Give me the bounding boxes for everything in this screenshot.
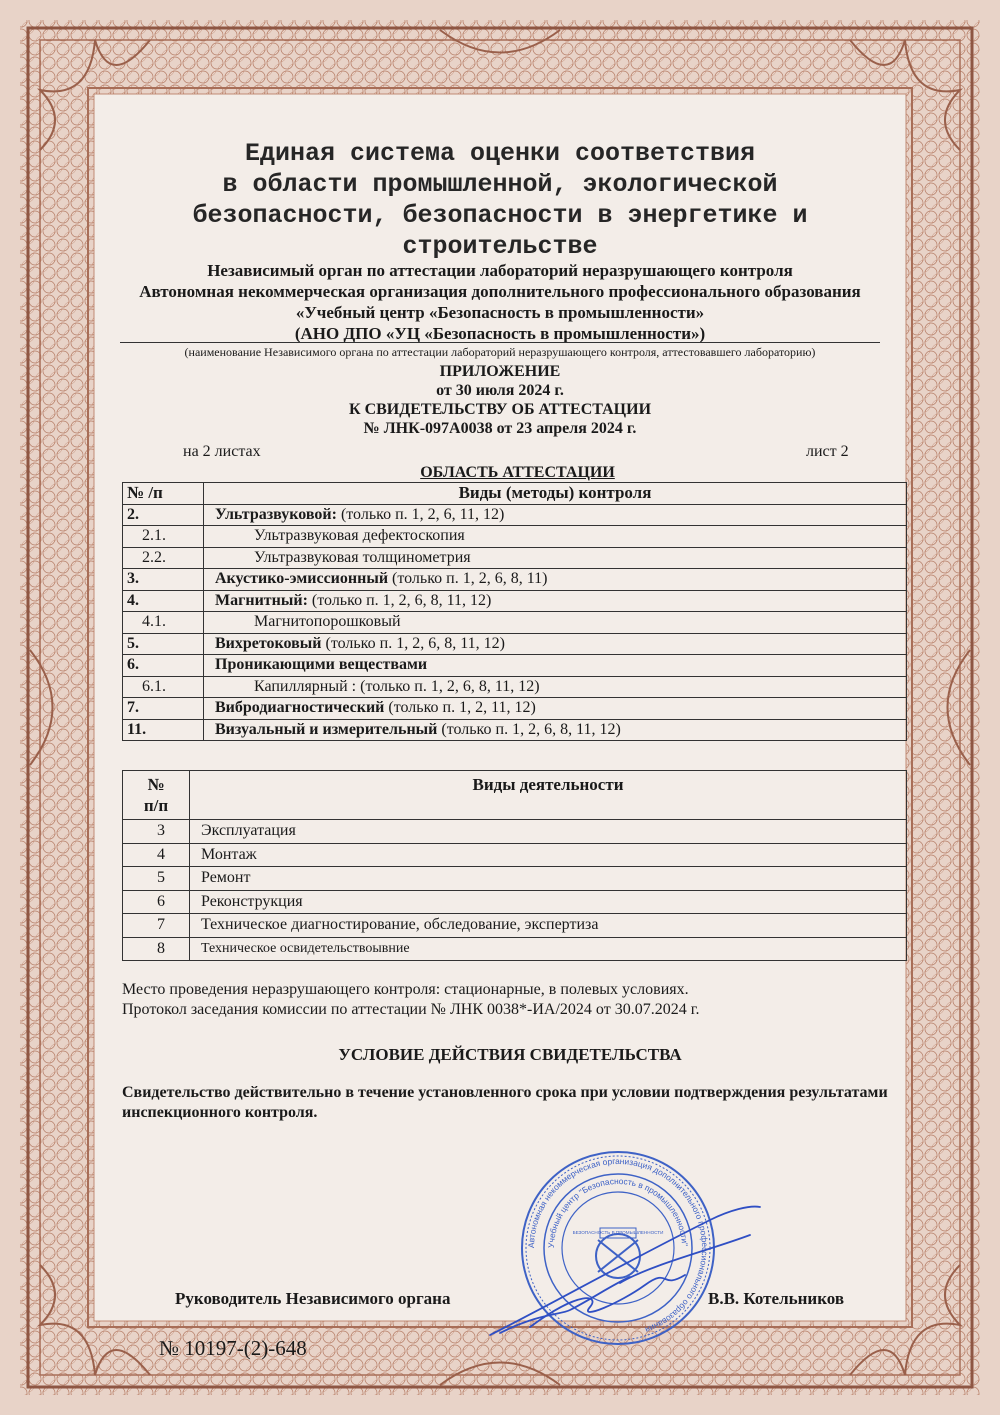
table-row [123, 547, 907, 569]
method-note: (только п. 1, 2, 6, 8, 11, 12) [437, 720, 621, 738]
header-num-line: п/п [143, 796, 169, 815]
column-header-methods: Виды (методы) контроля [204, 483, 907, 505]
column-header-number: № /п [123, 483, 204, 505]
method-cell [204, 590, 907, 612]
method-number: 2.1. [123, 526, 204, 548]
document-content [100, 100, 900, 1360]
activity-number: 4 [123, 843, 190, 867]
method-name: Ультразвуковой: [215, 505, 337, 523]
signatory-role: Руководитель Независимого органа [175, 1289, 451, 1308]
table-row [123, 569, 907, 591]
appendix-title: ПРИЛОЖЕНИЕ [439, 363, 561, 380]
activity-number: 5 [123, 867, 190, 891]
table-row [123, 914, 907, 938]
activities-body [123, 820, 907, 961]
signatory-name: В.В. Котельников [708, 1289, 845, 1308]
method-note: (только п. 1, 2, 6, 8, 11, 12) [307, 591, 492, 609]
org-line: Независимый орган по аттестации лабораторий неразрушающего контроля [207, 261, 793, 280]
activity-number: 7 [123, 914, 190, 938]
table-row [123, 937, 907, 961]
methods-body [123, 504, 907, 741]
method-note: (только п. 1, 2, 6, 8, 11, 12) [321, 634, 505, 652]
method-cell [204, 633, 907, 655]
method-number: 4. [123, 590, 204, 612]
method-cell [204, 676, 907, 698]
appendix-to: К СВИДЕТЕЛЬСТВУ ОБ АТТЕСТАЦИИ [348, 401, 652, 418]
org-line: Автономная некоммерческая организация дополнительного профессионального образования [139, 282, 861, 301]
org-line: «Учебный центр «Безопасность в промышленности» [295, 303, 705, 322]
activity-number: 6 [123, 890, 190, 914]
method-number: 3. [123, 569, 204, 591]
org-line: (АНО ДПО «УЦ «Безопасность в промышленности») [294, 324, 706, 343]
table-row [123, 504, 907, 526]
protocol-line: Протокол заседания комиссии по аттестации № ЛНК 0038*-ИА/2024 от 30.07.2024 г. [122, 1001, 700, 1018]
sheets-total: на 2 листах [183, 443, 261, 460]
method-number: 11. [123, 719, 204, 741]
system-title-line: безопасности, безопасности в энергетике и [192, 201, 808, 230]
method-cell [204, 547, 907, 569]
table-row [123, 890, 907, 914]
method-note: (только п. 1, 2, 6, 8, 11) [388, 570, 548, 588]
activities-table [122, 770, 907, 961]
activity-name: Техническое диагностирование, обследование, экспертиза [190, 914, 907, 938]
method-note: Магнитопорошковый [254, 613, 401, 631]
method-number: 4.1. [123, 612, 204, 634]
method-note: Капиллярный : (только п. 1, 2, 6, 8, 11, 12) [254, 677, 540, 695]
system-title-line: строительстве [402, 232, 598, 261]
document-number: № 10197-(2)-648 [159, 1336, 307, 1360]
condition-title: УСЛОВИЕ ДЕЙСТВИЯ СВИДЕТЕЛЬСТВА [338, 1045, 682, 1064]
method-note: (только п. 1, 2, 6, 11, 12) [336, 505, 505, 523]
seal-center-text: БЕЗОПАСНОСТЬ В ПРОМЫШЛЕННОСТИ [572, 1230, 664, 1235]
column-header-number [123, 771, 190, 820]
sheet-current: лист 2 [806, 443, 849, 460]
table-header-row [123, 771, 907, 820]
method-name: Проникающими веществами [215, 656, 428, 674]
table-row [123, 843, 907, 867]
method-name: Вибродиагностический [215, 699, 385, 717]
table-row [123, 633, 907, 655]
activity-name: Реконструкция [190, 890, 907, 914]
method-number: 7. [123, 698, 204, 720]
table-row [123, 820, 907, 844]
table-row [123, 590, 907, 612]
method-cell [204, 569, 907, 591]
method-number: 2.2. [123, 547, 204, 569]
activity-number: 3 [123, 820, 190, 844]
appendix-date: от 30 июля 2024 г. [436, 382, 564, 399]
scope-title: ОБЛАСТЬ АТТЕСТАЦИИ [420, 464, 615, 481]
table-row [123, 676, 907, 698]
table-row [123, 867, 907, 891]
method-cell [204, 719, 907, 741]
method-name: Визуальный и измерительный [215, 720, 438, 738]
method-number: 6.1. [123, 676, 204, 698]
system-title-line: в области промышленной, экологической [222, 170, 778, 199]
activity-name: Техническое освидетельствоывние [190, 937, 907, 961]
methods-table [122, 482, 907, 741]
method-cell [204, 504, 907, 526]
method-cell [204, 698, 907, 720]
method-cell [204, 655, 907, 677]
seal-outer-text: Автономная некоммерческая организация дополнительного профессионального образования [525, 1155, 711, 1336]
condition-text: Свидетельство действительно в течение установленного срока при условии подтверждения результатами инспекционного контроля. [122, 1084, 888, 1121]
table-header-row [123, 483, 907, 505]
system-title-line: Единая система оценки соответствия [244, 139, 756, 168]
activity-name: Эксплуатация [190, 820, 907, 844]
method-number: 6. [123, 655, 204, 677]
appendix-number: № ЛНК-097А0038 от 23 апреля 2024 г. [363, 420, 637, 437]
method-name: Акустико-эмиссионный [215, 570, 389, 588]
organization-name [100, 260, 900, 344]
activity-name: Монтаж [190, 843, 907, 867]
place-line: Место проведения неразрушающего контроля: стационарные, в полевых условиях. [122, 981, 689, 998]
handwritten-signature [470, 1195, 770, 1345]
appendix-heading [100, 362, 900, 438]
method-name: Магнитный: [215, 591, 308, 609]
org-caption: (наименование Независимого органа по аттестации лабораторий неразрушающего контроля, аттестовавшего лабораторию) [184, 345, 816, 359]
table-row [123, 719, 907, 741]
activity-name: Ремонт [190, 867, 907, 891]
system-title [85, 138, 915, 262]
table-row [123, 698, 907, 720]
method-name: Вихретоковый [215, 634, 322, 652]
method-number: 2. [123, 504, 204, 526]
org-underline [120, 342, 880, 343]
table-row [123, 526, 907, 548]
place-and-protocol [122, 980, 699, 1020]
method-note: (только п. 1, 2, 11, 12) [384, 699, 536, 717]
method-number: 5. [123, 633, 204, 655]
method-cell [204, 526, 907, 548]
method-note: Ультразвуковая толщинометрия [254, 548, 471, 566]
table-row [123, 612, 907, 634]
column-header-activities: Виды деятельности [190, 771, 907, 820]
table-row [123, 655, 907, 677]
method-note: Ультразвуковая дефектоскопия [254, 527, 465, 545]
method-cell [204, 612, 907, 634]
activity-number: 8 [123, 937, 190, 961]
header-num-line: № [147, 775, 165, 794]
seal-inner-text: Учебный центр "Безопасность в промышленности" [545, 1175, 690, 1249]
